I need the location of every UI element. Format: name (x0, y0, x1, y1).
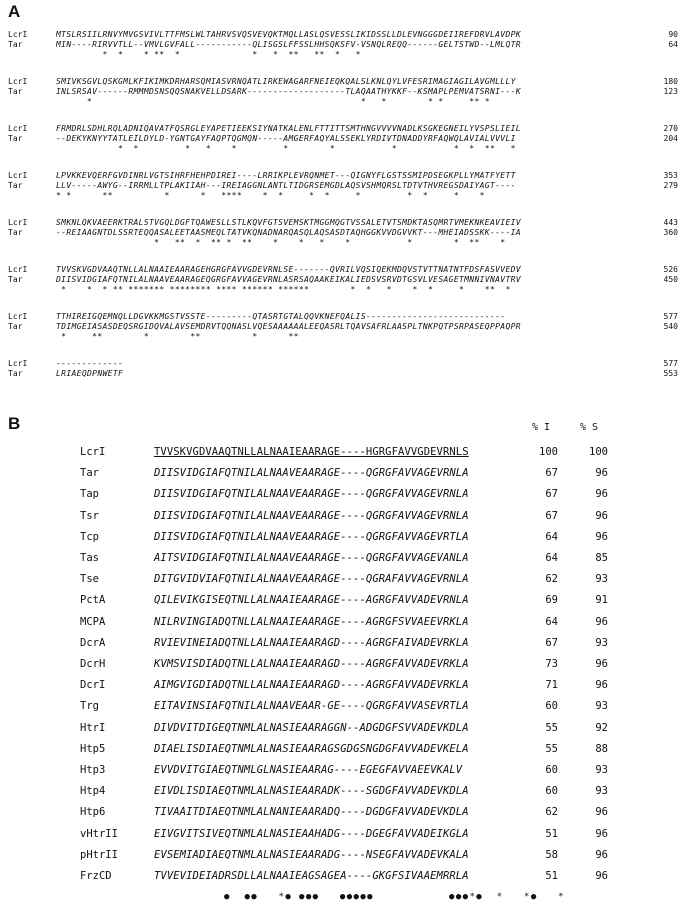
residue-number: 450 (663, 275, 678, 284)
protein-sequence: AIMGVIGDIADQTNLLALNAAIEAARAGD----AGRGFAVVADEVRKLA (154, 679, 469, 692)
sequence-row: --REIAAGNTDLSSRTEQQASALEETAASMEQLTATVKQNADNARQASQLAQSASDTAQHGGKVVDGVVKT---MHEIADSSKK----IA (56, 228, 521, 237)
conservation-dots: ● ●● *● ●●● ●●●●● ●●●*● * *● * (224, 892, 565, 902)
sequence-name: Tar (8, 87, 23, 96)
protein-sequence: DIISVIDGIAFQTNILALNAAVEAARAGE----QGRGFAVVAGEVRNLA (154, 488, 469, 501)
percent-identity: 62 (545, 806, 558, 819)
residue-number: 353 (663, 171, 678, 180)
percent-identity: 64 (545, 615, 558, 628)
alignment-row (0, 488, 689, 508)
protein-sequence: NILRVINGIADQTNLLALNAAIEAARAGE----AGRGFSVVAEEVRKLA (154, 615, 469, 628)
alignment-row (0, 722, 689, 742)
percent-similarity: 92 (595, 721, 608, 734)
residue-number: 526 (663, 265, 678, 274)
conservation-row: * ** * ** * ** (56, 332, 372, 341)
protein-name: Htp3 (80, 764, 106, 776)
protein-name: Tse (80, 573, 99, 586)
residue-number: 270 (663, 124, 678, 133)
sequence-row: TTHIREIGQEMNQLLDGVKKMGSTVSSTE---------QTASRTGTALQQVKNEFQALIS--------------------------- (56, 312, 506, 321)
protein-sequence: QILEVIKGISEQTNLLALNAAIEAARAGE----AGRGFAVVADEVRNLA (154, 594, 469, 607)
protein-name: DcrH (80, 658, 106, 670)
alignment-row (0, 531, 689, 551)
percent-identity: 100 (539, 446, 558, 458)
percent-identity: 60 (545, 700, 558, 713)
alignment-row (0, 510, 689, 530)
residue-number: 90 (668, 30, 678, 39)
conservation-row: * * * ** ******* ******** **** ****** ****** * * * * * * ** * (56, 285, 521, 294)
percent-similarity: 96 (595, 848, 608, 861)
sequence-name: LcrI (8, 30, 28, 39)
percent-similarity: 93 (595, 636, 608, 649)
alignment-row (0, 870, 689, 890)
protein-name: MCPA (80, 615, 106, 628)
sequence-name: Tar (8, 369, 23, 378)
protein-name: DcrA (80, 636, 106, 649)
percent-similarity: 88 (595, 742, 608, 755)
percent-similarity: 91 (595, 594, 608, 607)
percent-similarity: 96 (595, 658, 608, 670)
protein-sequence: TIVAAITDIAEQTNMLALNANIEAARADQ----DGDGFAVVADEVKDLA (154, 806, 469, 819)
sequence-name: Tar (8, 322, 23, 331)
sequence-row: MIN----RIRVVTLL--VMVLGVFALL-----------QLISGSLFFSSLHHSQKSFV-VSNQLREQQ------GELTSTWD--LMLQTR (56, 40, 521, 49)
alignment-row (0, 764, 689, 784)
alignment-row (0, 679, 689, 699)
protein-sequence: DITGVIDVIAFQTNILALNAAVEAARAGE----QGRAFAVVAGEVRNLA (154, 573, 469, 586)
protein-name: FrzCD (80, 870, 112, 882)
residue-number: 204 (663, 134, 678, 143)
conservation-row: * * * ** * * * ** ** * * (56, 50, 532, 59)
residue-number: 443 (663, 218, 678, 227)
protein-name: pHtrII (80, 848, 118, 861)
sequence-name: LcrI (8, 77, 28, 86)
percent-similarity: 96 (595, 806, 608, 819)
protein-name: Htp6 (80, 806, 106, 819)
protein-sequence: DIISVIDGIAFQTNILALNAAVEAARAGE----QGRGFAVVAGEVRNLA (154, 509, 469, 522)
percent-similarity: 96 (595, 679, 608, 692)
protein-sequence: TVVEVIDEIADRSDLLALNAAIEAGSAGEA----GKGFSIVAAEMRRLA (154, 870, 469, 882)
percent-similarity: 93 (595, 573, 608, 586)
residue-number: 577 (663, 312, 678, 321)
sequence-row: ------------- (56, 359, 124, 368)
conservation-row: * * * * * ** * (56, 97, 532, 106)
sequence-name: LcrI (8, 265, 28, 274)
protein-name: DcrI (80, 679, 106, 692)
residue-number: 360 (663, 228, 678, 237)
sequence-name: Tar (8, 134, 23, 143)
protein-sequence: EIVDLISDIAEQTNMLALNASIEAARADK----SGDGFAVVADEVKDLA (154, 785, 469, 798)
percent-identity-header: % I (532, 422, 551, 433)
sequence-row: LRIAEQDPNWETF (56, 369, 124, 378)
sequence-name: LcrI (8, 359, 28, 368)
protein-sequence: AITSVIDGIAFQTNILALNAAVEAARAGE----QGRGFAVVAGEVANLA (154, 552, 469, 564)
percent-similarity: 96 (595, 870, 608, 882)
alignment-row (0, 594, 689, 614)
protein-sequence: EVSEMIADIAEQTNMLALNASIEAARADG----NSEGFAVVADEVKALA (154, 848, 469, 861)
percent-identity: 60 (545, 764, 558, 776)
sequence-row: DIISVIDGIAFQTNILALNAAVEAARAGEQGRGFAVVAGEVRNLASRSAQAAKEIKALIEDSVSRVDTGSVLVESAGETMNNIVNAVTRV (56, 275, 521, 284)
percent-identity: 51 (545, 827, 558, 840)
residue-number: 123 (663, 87, 678, 96)
protein-name: Tar (80, 467, 99, 480)
protein-sequence: DIVDVITDIGEQTNMLALNASIEAARAGGN--ADGDGFSVVADEVKDLA (154, 721, 469, 734)
alignment-row (0, 658, 689, 678)
sequence-name: LcrI (8, 312, 28, 321)
percent-identity: 67 (545, 467, 558, 480)
residue-number: 553 (663, 369, 678, 378)
panel-b-label: B (8, 414, 21, 433)
conservation-row: * * ** * * **** * * * * * * * * * (56, 191, 527, 200)
panel-a-label: A (8, 2, 21, 21)
percent-identity: 51 (545, 870, 558, 882)
percent-similarity: 93 (595, 764, 608, 776)
protein-name: Tap (80, 488, 99, 501)
residue-number: 279 (663, 181, 678, 190)
protein-name: LcrI (80, 446, 106, 458)
sequence-name: LcrI (8, 218, 28, 227)
protein-name: Tas (80, 552, 99, 564)
alignment-row (0, 828, 689, 848)
protein-sequence: DIISVIDGIAFQTNILALNAAVEAARAGE----QGRGFAVVAGEVRNLA (154, 467, 469, 480)
percent-similarity: 100 (589, 446, 608, 458)
protein-sequence: KVMSVISDIADQTNLLALNAAIEAARAGD----AGRGFAVVADEVRKLA (154, 658, 469, 670)
sequence-row: LPVKKEVQERFGVDINRLVGTSIHRFHEHPDIREI----LRRIKPLEVRQNMET---QIGNYFLGSTSSMIPDSEGKPLLYMATFYETT (56, 171, 516, 180)
protein-name: Htp5 (80, 742, 106, 755)
percent-similarity: 96 (595, 488, 608, 501)
percent-identity: 69 (545, 594, 558, 607)
percent-identity: 55 (545, 742, 558, 755)
conservation-row: * ** * ** * ** * * * * * * ** * (56, 238, 537, 247)
protein-sequence: DIISVIDGIAFQTNILALNAAVEAARAGE----QGRGFAVVAGEVRTLA (154, 530, 469, 543)
sequence-name: Tar (8, 228, 23, 237)
sequence-row: MTSLRSIILRNVYMVGSVIVLTTFMSLWLTAHRVSVQSVEVQKTMQLLASLQSVESSLIKIDSSLLDLEVNGGGDEIIREFDRVLAVDPK (56, 30, 521, 39)
protein-sequence: EIVGVITSIVEQTNMLALNASIEAAHADG----DGEGFAVVADEIKGLA (154, 827, 469, 840)
protein-sequence: EVVDVITGIAEQTNMLGLNASIEAARAG----EGEGFAVVAEEVKALV (154, 764, 463, 776)
protein-name: PctA (80, 594, 106, 607)
percent-identity: 62 (545, 573, 558, 586)
percent-identity: 64 (545, 552, 558, 564)
percent-similarity: 96 (595, 509, 608, 522)
percent-identity: 67 (545, 636, 558, 649)
protein-name: Tsr (80, 509, 99, 522)
sequence-row: SMIVKSGVLQSKGMLKFIKIMKDRHARSQMIASVRNQATLIRKEWAGARFNEIEQKQALSLKNLQYLVFESRIMAGIAGILAVGMLLLY (56, 77, 516, 86)
alignment-row (0, 743, 689, 763)
alignment-row (0, 700, 689, 720)
protein-sequence: EITAVINSIAFQTNILALNAAVEAAR-GE----QGRGFAVVASEVRTLA (154, 700, 469, 713)
alignment-row (0, 467, 689, 487)
percent-similarity: 93 (595, 700, 608, 713)
residue-number: 540 (663, 322, 678, 331)
sequence-name: Tar (8, 275, 23, 284)
protein-name: vHtrII (80, 827, 118, 840)
protein-sequence: DIAELISDIAEQTNMLALNASIEAARAGSGDGSNGDGFAVVADEVKELA (154, 742, 469, 755)
sequence-row: TVVSKVGDVAAQTNLLALNAAIEAARAGEHGRGFAVVGDEVRNLSE-------QVRILVQSIQEKMDQVSTVTTNATNTFDSFASVVEDV (56, 265, 521, 274)
alignment-row (0, 616, 689, 636)
percent-similarity: 85 (595, 552, 608, 564)
percent-similarity: 96 (595, 530, 608, 543)
alignment-row (0, 573, 689, 593)
sequence-row: TDIMGEIASASDEQSRGIDQVALAVSEMDRVTQQNASLVQESAAAAAALEEQASRLTQAVSAFRLAASPLTNKPQTPSRPASEQPPAQPR (56, 322, 521, 331)
percent-similarity: 96 (595, 827, 608, 840)
percent-identity: 55 (545, 721, 558, 734)
percent-identity: 58 (545, 848, 558, 861)
alignment-row (0, 446, 689, 466)
residue-number: 577 (663, 359, 678, 368)
percent-identity: 64 (545, 530, 558, 543)
protein-name: Htp4 (80, 785, 106, 798)
conservation-row: * * * * * * * * * * ** * (56, 144, 532, 153)
alignment-row (0, 849, 689, 869)
percent-identity: 71 (545, 679, 558, 692)
sequence-row: INLSRSAV------RMMMDSNSQQSNAKVELLDSARK-------------------TLAQAATHYKKF--KSMAPLPEMVATSRNI---K (56, 87, 521, 96)
alignment-row (0, 552, 689, 572)
sequence-name: LcrI (8, 171, 28, 180)
sequence-row: FRMDRLSDHLRQLADNIQAVATFQSRGLEYAPETIEEKSIYNATKALENLFTTITTSMTHNGVVVVNADLKSGKEGNEILYVSPSLIEIL (56, 124, 521, 133)
percent-identity: 60 (545, 785, 558, 798)
sequence-row: SMKNLQKVAEERKTRALSTVGQLDGFTQAWESLLSTLKQVFGTSVEMSKTMGGMQGTVSSALETVTSMDKTASQMRTVMEKNKEAVIEIV (56, 218, 521, 227)
percent-identity: 67 (545, 488, 558, 501)
percent-similarity-header: % S (580, 422, 599, 433)
percent-similarity: 93 (595, 785, 608, 798)
sequence-name: Tar (8, 40, 23, 49)
protein-name: HtrI (80, 721, 106, 734)
sequence-name: Tar (8, 181, 23, 190)
protein-sequence: RVIEVINEIADQTNLLALNAAIEAARAGD----AGRGFAIVADEVRKLA (154, 636, 469, 649)
alignment-row (0, 785, 689, 805)
alignment-row (0, 637, 689, 657)
residue-number: 180 (663, 77, 678, 86)
sequence-name: LcrI (8, 124, 28, 133)
protein-name: Tcp (80, 530, 99, 543)
protein-name: Trg (80, 700, 99, 713)
percent-identity: 73 (545, 658, 558, 670)
residue-number: 64 (668, 40, 678, 49)
percent-similarity: 96 (595, 467, 608, 480)
percent-similarity: 96 (595, 615, 608, 628)
sequence-row: --DEKYKNYYTATLEILDYLD-YGNTGAYFAQPTQGMQN-----AMGERFAQYALSSEKLYRDIVTDNADDYRFAQWQLAVIALVVVLI (56, 134, 516, 143)
protein-sequence: TVVSKVGDVAAQTNLLALNAAIEAARAGE----HGRGFAVVGDEVRNLS (154, 446, 469, 458)
sequence-row: LLV-----AWYG--IRRMLLTPLAKIIAH---IREIAGGNLANTLTIDGRSEMGDLAQSVSHMQRSLTDTVTHVREGSDAIYAGT---- (56, 181, 516, 190)
alignment-row (0, 806, 689, 826)
percent-identity: 67 (545, 509, 558, 522)
